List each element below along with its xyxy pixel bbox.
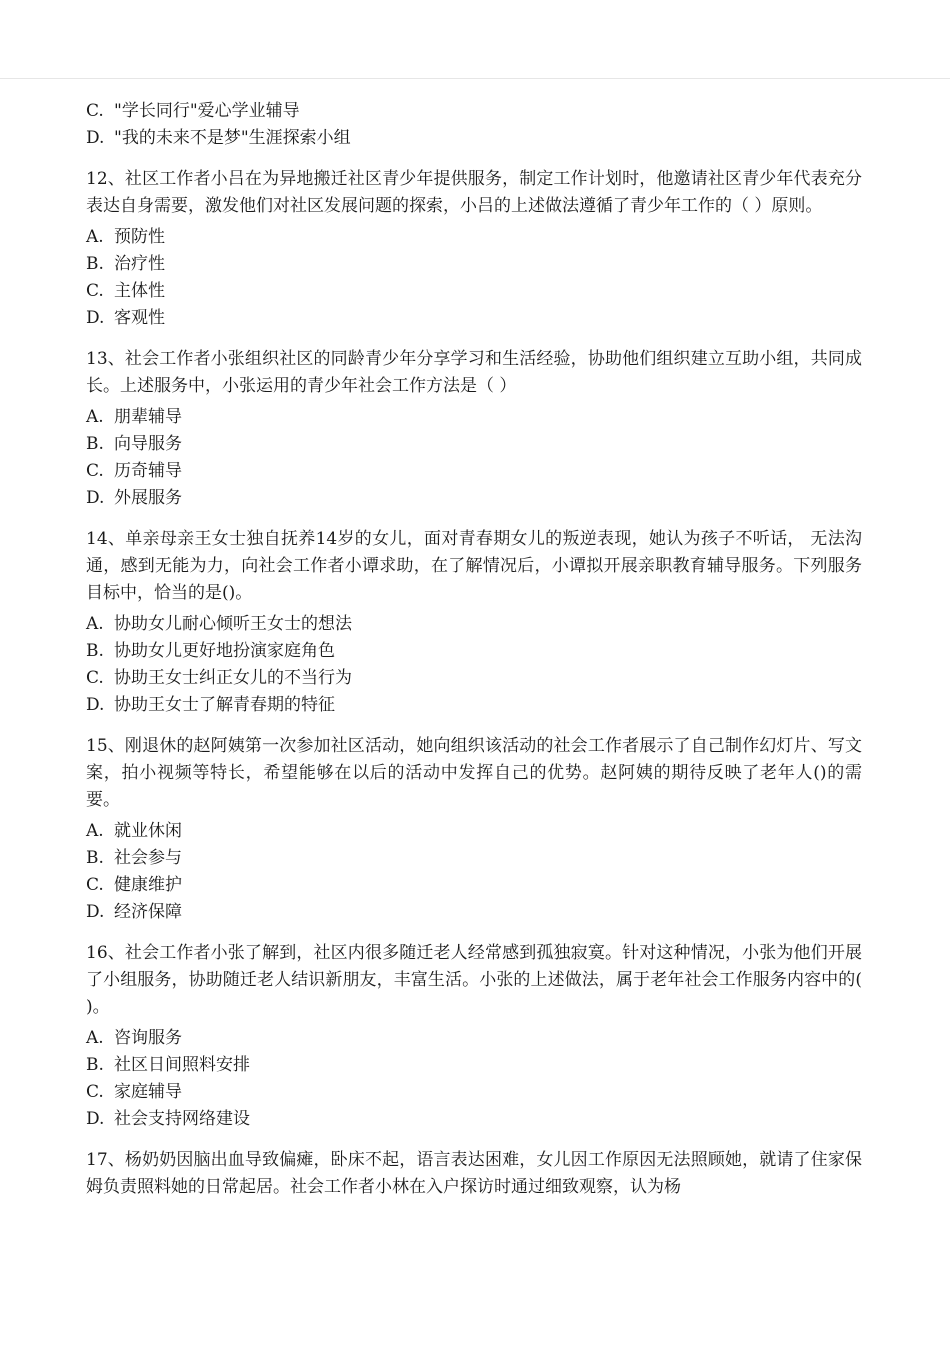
- option-text: 协助王女士了解青春期的特征: [114, 695, 335, 715]
- option-text: 家庭辅导: [114, 1082, 182, 1102]
- option-c: [86, 458, 862, 485]
- option-letter: D.: [86, 695, 105, 715]
- option-letter: A.: [86, 614, 104, 634]
- option-text: "我的未来不是梦"生涯探索小组: [114, 128, 351, 148]
- option-text: 预防性: [114, 227, 165, 247]
- option-text: 协助女儿更好地扮演家庭角色: [114, 641, 335, 661]
- option-b: [86, 638, 862, 665]
- question-13: [86, 346, 862, 512]
- option-letter: B.: [86, 254, 104, 274]
- option-letter: B.: [86, 434, 104, 454]
- question-16: [86, 940, 862, 1133]
- option-letter: C.: [86, 668, 104, 688]
- option-c: [86, 98, 862, 125]
- option-text: 咨询服务: [114, 1028, 182, 1048]
- option-text: 社会参与: [114, 848, 182, 868]
- option-letter: D.: [86, 308, 105, 328]
- option-letter: C.: [86, 1082, 104, 1102]
- option-letter: C.: [86, 461, 104, 481]
- question-stem: 12、社区工作者小吕在为异地搬迁社区青少年提供服务，制定工作计划时，他邀请社区青少年代表充分表达自身需要，激发他们对社区发展问题的探索，小吕的上述做法遵循了青少年工作的（ ）原则。: [86, 169, 862, 216]
- option-b: [86, 845, 862, 872]
- option-text: 经济保障: [114, 902, 182, 922]
- question-stem: 17、杨奶奶因脑出血导致偏瘫，卧床不起，语言表达困难，女儿因工作原因无法照顾她，就请了住家保姆负责照料她的日常起居。社会工作者小林在入户探访时通过细致观察，认为杨: [86, 1150, 862, 1197]
- option-c: [86, 872, 862, 899]
- option-text: 历奇辅导: [114, 461, 182, 481]
- option-text: 主体性: [114, 281, 165, 301]
- option-text: 客观性: [114, 308, 165, 328]
- option-letter: B.: [86, 641, 104, 661]
- question-17: [86, 1147, 862, 1201]
- question-stem: 15、刚退休的赵阿姨第一次参加社区活动，她向组织该活动的社会工作者展示了自己制作幻灯片、写文案，拍小视频等特长，希望能够在以后的活动中发挥自己的优势。赵阿姨的期待反映了老年人()的需要。: [86, 736, 862, 810]
- option-d: [86, 485, 862, 512]
- option-text: 向导服务: [114, 434, 182, 454]
- option-letter: A.: [86, 227, 104, 247]
- option-d: [86, 125, 862, 152]
- question-stem: 13、社会工作者小张组织社区的同龄青少年分享学习和生活经验，协助他们组织建立互助小组，共同成长。上述服务中，小张运用的青少年社会工作方法是（ ）: [86, 349, 862, 396]
- option-text: 协助女儿耐心倾听王女士的想法: [114, 614, 352, 634]
- option-letter: A.: [86, 821, 104, 841]
- option-letter: C.: [86, 101, 104, 121]
- question-stem: 16、社会工作者小张了解到，社区内很多随迁老人经常感到孤独寂寞。针对这种情况，小张为他们开展了小组服务，协助随迁老人结识新朋友，丰富生活。小张的上述做法，属于老年社会工作服务内容中的( )。: [86, 943, 862, 1017]
- option-d: [86, 305, 862, 332]
- question-12: [86, 166, 862, 332]
- page-top-divider: [0, 78, 950, 79]
- option-text: 社区日间照料安排: [114, 1055, 250, 1075]
- option-a: [86, 404, 862, 431]
- option-text: 就业休闲: [114, 821, 182, 841]
- option-letter: D.: [86, 128, 105, 148]
- option-letter: D.: [86, 902, 105, 922]
- option-text: 社会支持网络建设: [114, 1109, 250, 1129]
- option-letter: C.: [86, 875, 104, 895]
- option-a: [86, 1025, 862, 1052]
- option-letter: D.: [86, 488, 105, 508]
- question-list: [86, 98, 862, 1215]
- option-text: 外展服务: [114, 488, 182, 508]
- question-14: [86, 526, 862, 719]
- option-letter: A.: [86, 1028, 104, 1048]
- option-text: 健康维护: [114, 875, 182, 895]
- option-a: [86, 611, 862, 638]
- option-b: [86, 1052, 862, 1079]
- option-text: "学长同行"爱心学业辅导: [114, 101, 300, 121]
- option-text: 治疗性: [114, 254, 165, 274]
- question-continued: [86, 98, 862, 152]
- option-c: [86, 1079, 862, 1106]
- option-letter: C.: [86, 281, 104, 301]
- option-b: [86, 251, 862, 278]
- question-stem: 14、单亲母亲王女士独自抚养14岁的女儿，面对青春期女儿的叛逆表现，她认为孩子不听话， 无法沟通，感到无能为力，向社会工作者小谭求助，在了解情况后，小谭拟开展亲职教育辅导服务。下列服务目标中，恰当的是()。: [86, 529, 862, 603]
- option-c: [86, 278, 862, 305]
- option-d: [86, 692, 862, 719]
- option-letter: B.: [86, 1055, 104, 1075]
- option-c: [86, 665, 862, 692]
- option-letter: D.: [86, 1109, 105, 1129]
- option-d: [86, 899, 862, 926]
- option-d: [86, 1106, 862, 1133]
- option-b: [86, 431, 862, 458]
- option-a: [86, 818, 862, 845]
- option-text: 协助王女士纠正女儿的不当行为: [114, 668, 352, 688]
- question-15: [86, 733, 862, 926]
- option-letter: A.: [86, 407, 104, 427]
- option-a: [86, 224, 862, 251]
- option-letter: B.: [86, 848, 104, 868]
- option-text: 朋辈辅导: [114, 407, 182, 427]
